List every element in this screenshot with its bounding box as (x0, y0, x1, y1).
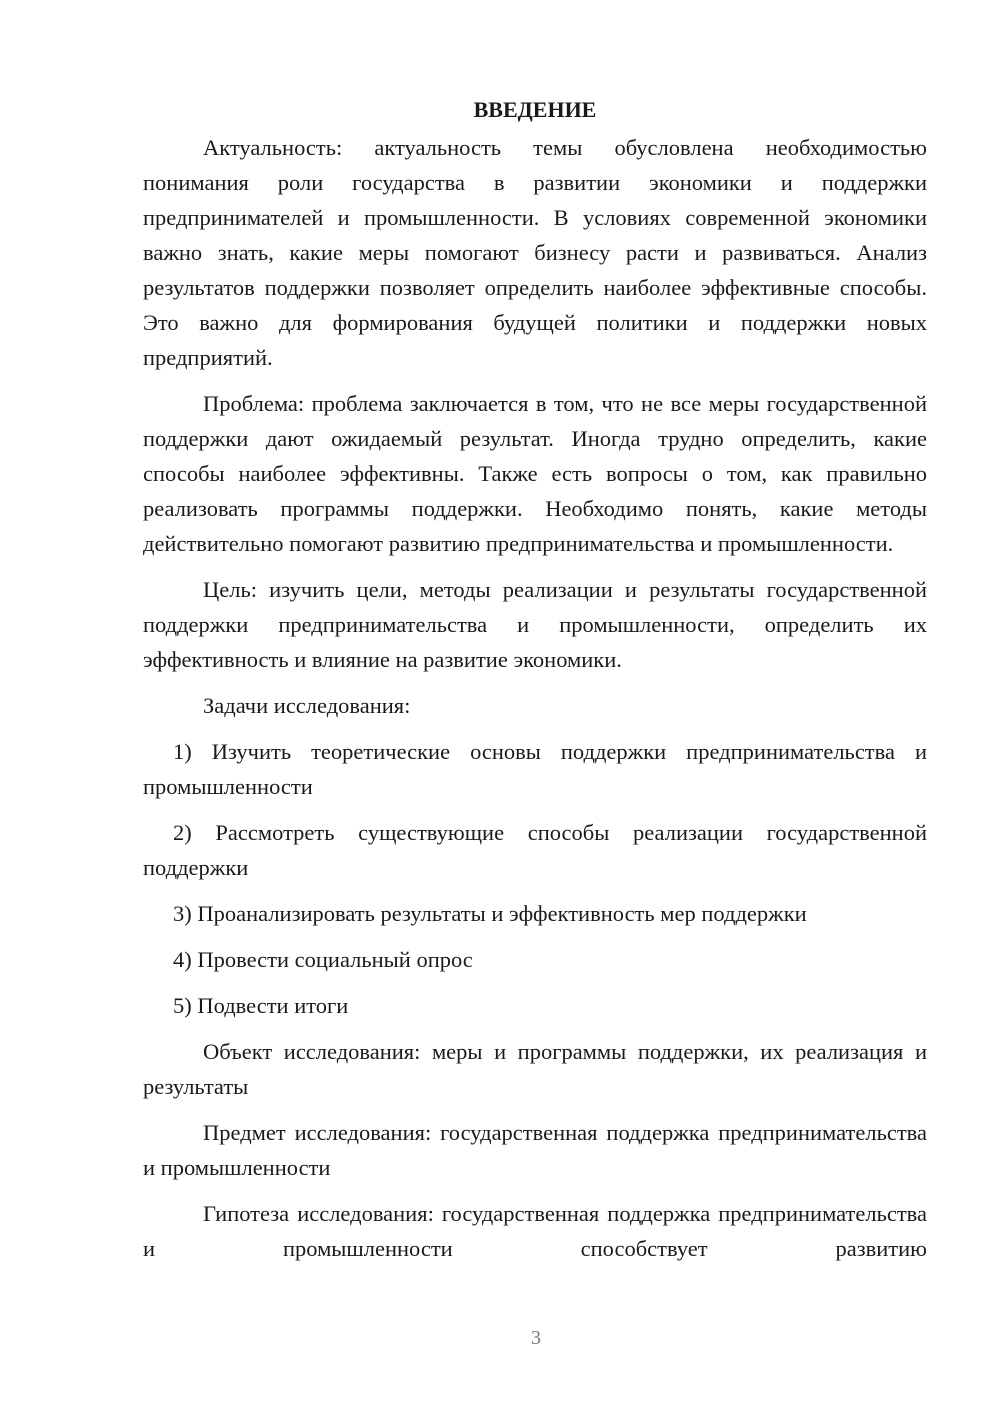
task-item-1: 1) Изучить теоретические основы поддержки предпринимательства и промышленности (143, 739, 927, 799)
hypothesis-paragraph: Гипотеза исследования: государственная поддержка предпринимательства и промышленности способствует развитию (143, 1201, 927, 1261)
document-page (143, 92, 927, 1277)
problem-paragraph: Проблема: проблема заключается в том, что не все меры государственной поддержки дают ожидаемый результат. Иногда трудно определить, какие способы наиболее эффективны. Также есть вопросы о том, как правильно реализовать программы поддержки. Необходимо понять, какие методы действительно помогают развитию предпринимательства и промышленности. (143, 391, 927, 556)
goal-paragraph: Цель: изучить цели, методы реализации и результаты государственной поддержки предпринимательства и промышленности, определить их эффективность и влияние на развитие экономики. (143, 577, 927, 672)
section-title: ВВЕДЕНИЕ (473, 97, 597, 122)
task-item-4: 4) Провести социальный опрос (173, 947, 473, 972)
subject-paragraph: Предмет исследования: государственная поддержка предпринимательства и промышленности (143, 1120, 927, 1180)
object-paragraph: Объект исследования: меры и программы поддержки, их реализация и результаты (143, 1039, 927, 1099)
page-number: 3 (531, 1327, 541, 1349)
relevance-paragraph: Актуальность: актуальность темы обусловлена необходимостью понимания роли государства в развитии экономики и поддержки предпринимателей и промышленности. В условиях современной экономики важно знать, какие меры помогают бизнесу расти и развиваться. Анализ результатов поддержки позволяет определить наиболее эффективные способы. Это важно для формирования будущей политики и поддержки новых предприятий. (143, 135, 927, 370)
task-item-3: 3) Проанализировать результаты и эффективность мер поддержки (173, 901, 807, 926)
task-item-2: 2) Рассмотреть существующие способы реализации государственной поддержки (143, 820, 927, 880)
task-item-5: 5) Подвести итоги (173, 993, 349, 1018)
tasks-heading: Задачи исследования: (203, 693, 411, 718)
